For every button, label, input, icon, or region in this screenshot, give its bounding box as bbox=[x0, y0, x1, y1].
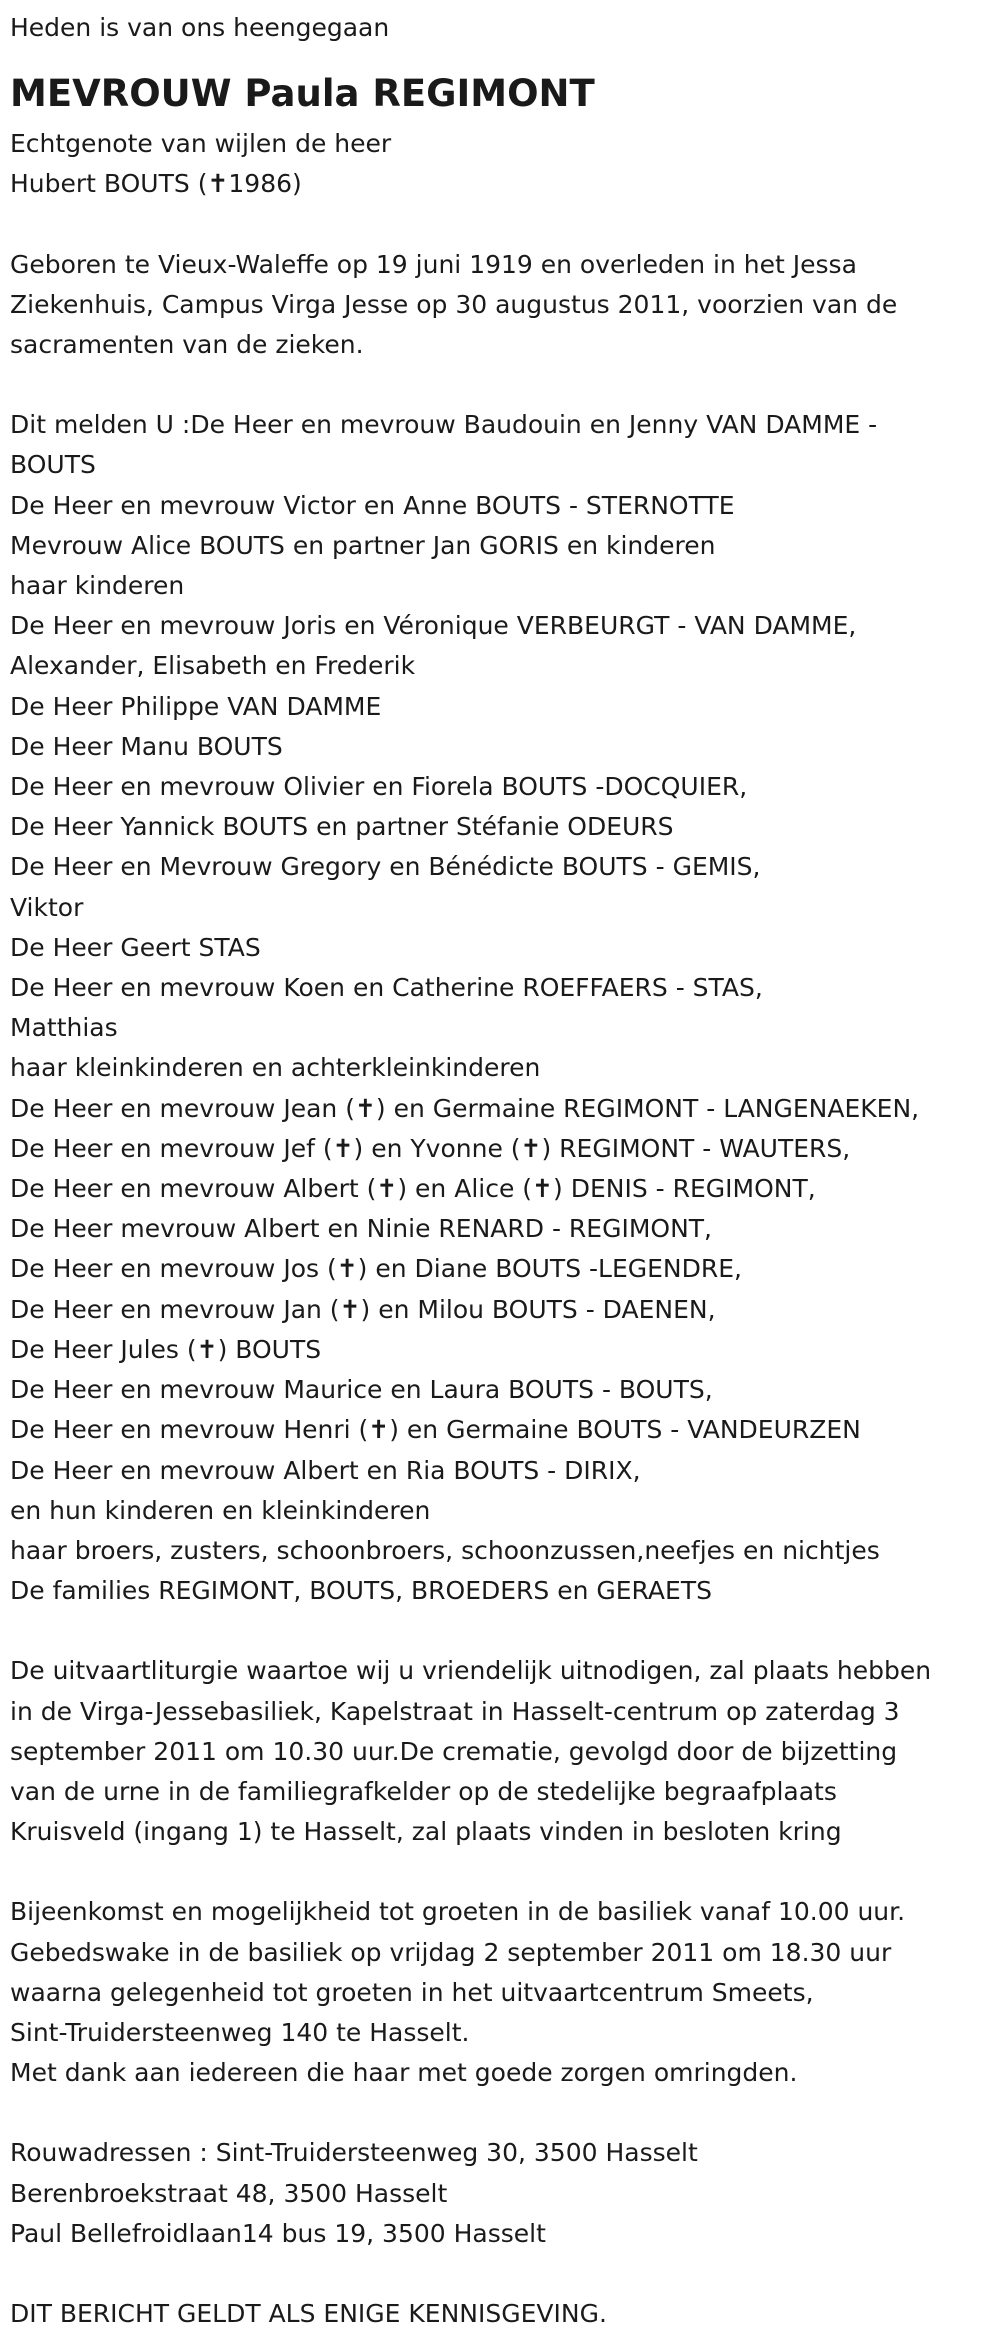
family-line: De Heer en mevrouw Koen en Catherine ROEFFAERS - STAS, bbox=[10, 973, 763, 1003]
family-line: De Heer en mevrouw Victor en Anne BOUTS - STERNOTTE bbox=[10, 490, 735, 520]
liturgy-line: Kruisveld (ingang 1) te Hasselt, zal plaats vinden in besloten kring bbox=[10, 1817, 842, 1847]
family-line: Viktor bbox=[10, 892, 84, 922]
family-line: Mevrouw Alice BOUTS en partner Jan GORIS en kinderen bbox=[10, 530, 716, 560]
birth-line: Geboren te Vieux-Waleffe op 19 juni 1919 en overleden in het Jessa bbox=[10, 249, 857, 279]
spouse-block bbox=[10, 124, 990, 204]
address-line: Rouwadressen : Sint-Truidersteenweg 30, 3500 Hasselt bbox=[10, 2138, 698, 2168]
family-line: Alexander, Elisabeth en Frederik bbox=[10, 651, 416, 681]
family-line: De Heer en Mevrouw Gregory en Bénédicte BOUTS - GEMIS, bbox=[10, 852, 761, 882]
closing-text: DIT BERICHT GELDT ALS ENIGE KENNISGEVING. bbox=[10, 2298, 607, 2328]
family-line: De Heer en mevrouw Jan (✝) en Milou BOUTS - DAENEN, bbox=[10, 1294, 716, 1324]
family-line: De Heer en mevrouw Joris en Véronique VERBEURGT - VAN DAMME, bbox=[10, 611, 857, 641]
family-line: De Heer en mevrouw Jos (✝) en Diane BOUTS -LEGENDRE, bbox=[10, 1254, 742, 1284]
family-line: De Heer en mevrouw Albert en Ria BOUTS - DIRIX, bbox=[10, 1455, 641, 1485]
deceased-name: MEVROUW Paula REGIMONT bbox=[10, 72, 595, 116]
family-line: De Heer en mevrouw Albert (✝) en Alice (✝) DENIS - REGIMONT, bbox=[10, 1174, 816, 1204]
family-line: De Heer Geert STAS bbox=[10, 932, 261, 962]
family-line: De Heer en mevrouw Maurice en Laura BOUTS - BOUTS, bbox=[10, 1375, 713, 1405]
address-line: Berenbroekstraat 48, 3500 Hasselt bbox=[10, 2178, 448, 2208]
spouse-line: Hubert BOUTS (✝1986) bbox=[10, 169, 302, 199]
gathering-line: Bijeenkomst en mogelijkheid tot groeten in de basiliek vanaf 10.00 uur. bbox=[10, 1897, 906, 1927]
birth-death-block bbox=[10, 245, 990, 366]
family-line: De families REGIMONT, BOUTS, BROEDERS en GERAETS bbox=[10, 1576, 712, 1606]
liturgy-line: in de Virga-Jessebasiliek, Kapelstraat in Hasselt-centrum op zaterdag 3 bbox=[10, 1696, 900, 1726]
family-line: Matthias bbox=[10, 1013, 118, 1043]
gathering-line: waarna gelegenheid tot groeten in het uitvaartcentrum Smeets, bbox=[10, 1977, 814, 2007]
family-line: haar broers, zusters, schoonbroers, schoonzussen,neefjes en nichtjes bbox=[10, 1535, 880, 1565]
family-line: De Heer mevrouw Albert en Ninie RENARD - REGIMONT, bbox=[10, 1214, 713, 1244]
family-line: De Heer Jules (✝) BOUTS bbox=[10, 1334, 322, 1364]
addresses-block bbox=[10, 2133, 990, 2254]
family-line: De Heer en mevrouw Henri (✝) en Germaine BOUTS - VANDEURZEN bbox=[10, 1415, 861, 1445]
birth-line: sacramenten van de zieken. bbox=[10, 330, 364, 360]
family-line: De Heer Yannick BOUTS en partner Stéfanie ODEURS bbox=[10, 812, 674, 842]
family-line: De Heer Manu BOUTS bbox=[10, 731, 283, 761]
liturgy-line: september 2011 om 10.30 uur.De crematie, gevolgd door de bijzetting bbox=[10, 1736, 898, 1766]
birth-line: Ziekenhuis, Campus Virga Jesse op 30 augustus 2011, voorzien van de bbox=[10, 289, 898, 319]
liturgy-block bbox=[10, 1651, 990, 1852]
family-block bbox=[10, 405, 990, 1611]
family-line: De Heer en mevrouw Jef (✝) en Yvonne (✝) REGIMONT - WAUTERS, bbox=[10, 1133, 851, 1163]
liturgy-line: van de urne in de familiegrafkelder op de stedelijke begraafplaats bbox=[10, 1776, 837, 1806]
gathering-block bbox=[10, 1892, 990, 2093]
family-line: haar kleinkinderen en achterkleinkinderen bbox=[10, 1053, 541, 1083]
family-line: Dit melden U :De Heer en mevrouw Baudouin en Jenny VAN DAMME - bbox=[10, 410, 878, 440]
address-line: Paul Bellefroidlaan14 bus 19, 3500 Hasselt bbox=[10, 2218, 546, 2248]
family-line: en hun kinderen en kleinkinderen bbox=[10, 1495, 431, 1525]
family-line: BOUTS bbox=[10, 450, 96, 480]
gathering-line: Sint-Truidersteenweg 140 te Hasselt. bbox=[10, 2017, 470, 2047]
spouse-line: Echtgenote van wijlen de heer bbox=[10, 129, 392, 159]
family-line: haar kinderen bbox=[10, 571, 185, 601]
closing-block bbox=[10, 2294, 990, 2334]
gathering-line: Met dank aan iedereen die haar met goede zorgen omringden. bbox=[10, 2058, 798, 2088]
family-line: De Heer Philippe VAN DAMME bbox=[10, 691, 382, 721]
family-line: De Heer en mevrouw Jean (✝) en Germaine REGIMONT - LANGENAEKEN, bbox=[10, 1093, 920, 1123]
gathering-line: Gebedswake in de basiliek op vrijdag 2 september 2011 om 18.30 uur bbox=[10, 1937, 892, 1967]
intro-text: Heden is van ons heengegaan bbox=[10, 13, 390, 42]
liturgy-line: De uitvaartliturgie waartoe wij u vriendelijk uitnodigen, zal plaats hebben bbox=[10, 1656, 932, 1686]
family-line: De Heer en mevrouw Olivier en Fiorela BOUTS -DOCQUIER, bbox=[10, 772, 748, 802]
